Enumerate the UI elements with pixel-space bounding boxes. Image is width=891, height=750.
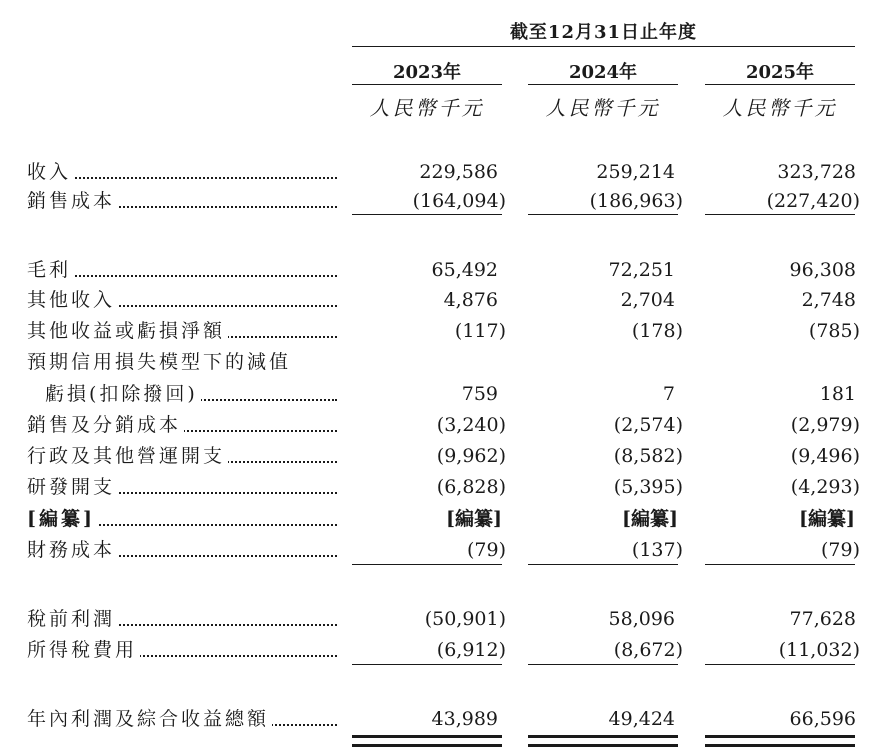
row-label: 年內利潤及綜合收益總額 bbox=[27, 708, 272, 730]
value-2023: (164,094) bbox=[412, 190, 506, 212]
value-2024: 7 bbox=[662, 383, 675, 405]
row-label: [編纂] bbox=[27, 508, 98, 530]
row-label: 稅前利潤 bbox=[27, 608, 118, 630]
value-2025: (9,496) bbox=[790, 445, 860, 467]
subtotal-rule bbox=[528, 214, 678, 215]
value-2025: (227,420) bbox=[766, 190, 860, 212]
row-label: 行政及其他營運開支 bbox=[27, 445, 228, 467]
unit-2025: 人民幣千元 bbox=[722, 96, 838, 120]
table-row-cost-of-sales bbox=[0, 186, 891, 216]
unit-2023: 人民幣千元 bbox=[369, 96, 485, 120]
value-2025: (2,979) bbox=[790, 414, 860, 436]
year-2025: 2025年 bbox=[745, 62, 815, 83]
table-row-income-tax bbox=[0, 635, 891, 665]
row-label: 銷售成本 bbox=[27, 190, 118, 212]
value-2023: 65,492 bbox=[431, 259, 498, 281]
value-2025: 77,628 bbox=[789, 608, 856, 630]
subtotal-rule bbox=[528, 664, 678, 665]
period-header: 截至12月31日止年度 bbox=[509, 22, 698, 43]
table-row-selling-costs bbox=[0, 410, 891, 440]
year-rule-2023 bbox=[352, 84, 502, 85]
total-double-rule bbox=[528, 735, 678, 747]
table-row-total-comprehensive-income bbox=[0, 704, 891, 734]
value-2024: 259,214 bbox=[596, 161, 675, 183]
value-2025: 2,748 bbox=[801, 289, 856, 311]
value-2024: 58,096 bbox=[608, 608, 675, 630]
value-2023: 759 bbox=[461, 383, 498, 405]
value-2023: (6,912) bbox=[436, 639, 506, 661]
year-2023: 2023年 bbox=[392, 62, 462, 83]
total-double-rule bbox=[705, 735, 855, 747]
row-label: 財務成本 bbox=[27, 539, 118, 561]
value-2024: [編纂] bbox=[622, 508, 678, 530]
value-2025: (79) bbox=[820, 539, 860, 561]
year-rule-2025 bbox=[705, 84, 855, 85]
year-2024: 2024年 bbox=[568, 62, 638, 83]
table-row-revenue bbox=[0, 157, 891, 187]
table-row-other-gains-losses bbox=[0, 316, 891, 346]
row-label: 研發開支 bbox=[27, 476, 118, 498]
table-row-finance-costs bbox=[0, 535, 891, 565]
value-2023: (117) bbox=[454, 320, 506, 342]
value-2023: (79) bbox=[466, 539, 506, 561]
value-2024: (8,672) bbox=[613, 639, 683, 661]
unit-2024: 人民幣千元 bbox=[545, 96, 661, 120]
row-label: 虧損(扣除撥回) bbox=[45, 383, 201, 405]
value-2024: 49,424 bbox=[608, 708, 675, 730]
value-2024: (5,395) bbox=[613, 476, 683, 498]
value-2025: (4,293) bbox=[790, 476, 860, 498]
subtotal-rule bbox=[352, 664, 502, 665]
value-2023: 43,989 bbox=[431, 708, 498, 730]
value-2024: 72,251 bbox=[608, 259, 675, 281]
value-2024: (137) bbox=[631, 539, 683, 561]
value-2025: [編纂] bbox=[799, 508, 855, 530]
table-row-gross-profit bbox=[0, 255, 891, 285]
row-label: 預期信用損失模型下的減值 bbox=[27, 351, 294, 373]
subtotal-rule bbox=[705, 564, 855, 565]
row-label: 其他收益或虧損淨額 bbox=[27, 320, 228, 342]
row-label: 收入 bbox=[27, 161, 74, 183]
row-label: 其他收入 bbox=[27, 289, 118, 311]
value-2025: 66,596 bbox=[789, 708, 856, 730]
value-2023: (6,828) bbox=[436, 476, 506, 498]
value-2023: (50,901) bbox=[424, 608, 506, 630]
value-2023: (9,962) bbox=[436, 445, 506, 467]
value-2023: (3,240) bbox=[436, 414, 506, 436]
row-label: 銷售及分銷成本 bbox=[27, 414, 184, 436]
subtotal-rule bbox=[705, 664, 855, 665]
value-2024: (178) bbox=[631, 320, 683, 342]
subtotal-rule bbox=[352, 564, 502, 565]
value-2025: (785) bbox=[808, 320, 860, 342]
period-rule bbox=[352, 46, 855, 47]
year-rule-2024 bbox=[528, 84, 678, 85]
value-2024: (8,582) bbox=[613, 445, 683, 467]
subtotal-rule bbox=[705, 214, 855, 215]
table-row-other-income bbox=[0, 285, 891, 315]
value-2025: 323,728 bbox=[777, 161, 856, 183]
row-label: 毛利 bbox=[27, 259, 74, 281]
value-2023: 4,876 bbox=[443, 289, 498, 311]
table-row-impairment-loss bbox=[0, 379, 891, 409]
subtotal-rule bbox=[352, 214, 502, 215]
table-row-profit-before-tax bbox=[0, 604, 891, 634]
value-2024: (2,574) bbox=[613, 414, 683, 436]
table-row-rd-expenses bbox=[0, 472, 891, 502]
value-2024: (186,963) bbox=[589, 190, 683, 212]
value-2025: 181 bbox=[819, 383, 856, 405]
total-double-rule bbox=[352, 735, 502, 747]
table-row-admin-expenses bbox=[0, 441, 891, 471]
subtotal-rule bbox=[528, 564, 678, 565]
value-2025: 96,308 bbox=[789, 259, 856, 281]
value-2025: (11,032) bbox=[778, 639, 860, 661]
value-2024: 2,704 bbox=[620, 289, 675, 311]
value-2023: 229,586 bbox=[419, 161, 498, 183]
table-row-redacted bbox=[0, 504, 891, 534]
table-row-impairment-heading bbox=[0, 347, 891, 377]
value-2023: [編纂] bbox=[446, 508, 502, 530]
row-label: 所得稅費用 bbox=[27, 639, 140, 661]
